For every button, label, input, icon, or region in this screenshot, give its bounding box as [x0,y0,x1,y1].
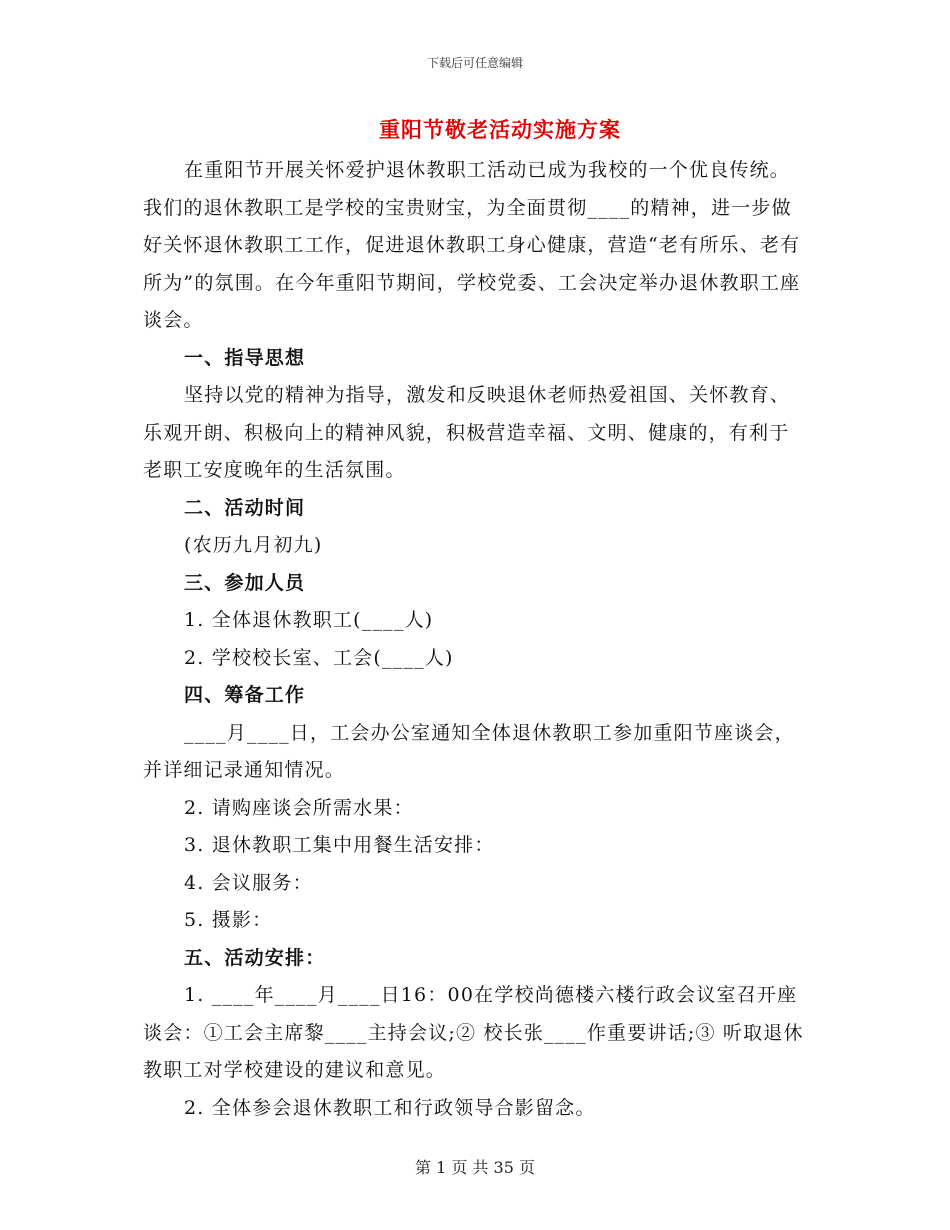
section-heading-arrangement: 五、活动安排： [184,946,326,969]
guiding-thought-paragraph: 坚持以党的精神为指导，激发和反映退休老师热爱祖国、关怀教育、乐观开朗、积极向上的精神风貌，积极营造幸福、文明、健康的，有利于老职工安度晚年的生活氛围。 [143,384,791,481]
section-heading-guiding-thought: 一、指导思想 [184,346,306,369]
page-number-footer: 第 1 页 共 35 页 [415,1158,535,1177]
preparation-paragraph: ____月____日，工会办公室通知全体退休教职工参加重阳节座谈会，并详细记录通知情况。 [143,721,795,781]
document-title: 重阳节敬老活动实施方案 [379,117,621,142]
list-item: 1. ____年____月____日16：00在学校尚德楼六楼行政会议室召开座谈会：①工会主席黎____主持会议;② 校长张____作重要讲话;③ 听取退休教职工对学校建设的建议和意见。 [143,984,804,1081]
list-item: 2. 学校校长室、工会(____人) [184,646,454,669]
document-body [143,152,808,1127]
section-heading-preparation: 四、筹备工作 [184,684,306,706]
list-item: 3. 退休教职工集中用餐生活安排： [184,834,495,856]
list-item: 2. 全体参会退休教职工和行政领导合影留念。 [184,1096,596,1119]
header-note: 下载后可任意编辑 [426,56,523,70]
list-item: 4. 会议服务： [184,871,313,894]
list-item: 1. 全体退休教职工(____人) [184,609,434,631]
intro-paragraph: 在重阳节开展关怀爱护退休教职工活动已成为我校的一个优良传统。我们的退休教职工是学校的宝贵财宝，为全面贯彻____的精神，进一步做好关怀退休教职工工作，促进退休教职工身心健康，营造“老有所乐、老有所为”的氛围。在今年重阳节期间，学校党委、工会决定举办退休教职工座谈会。 [143,159,801,331]
activity-time-paragraph: (农历九月初九) [184,534,323,556]
list-item: 2. 请购座谈会所需水果： [184,796,414,819]
section-heading-activity-time: 二、活动时间 [184,496,306,519]
section-heading-participants: 三、参加人员 [184,571,306,594]
list-item: 5. 摄影： [184,909,273,931]
